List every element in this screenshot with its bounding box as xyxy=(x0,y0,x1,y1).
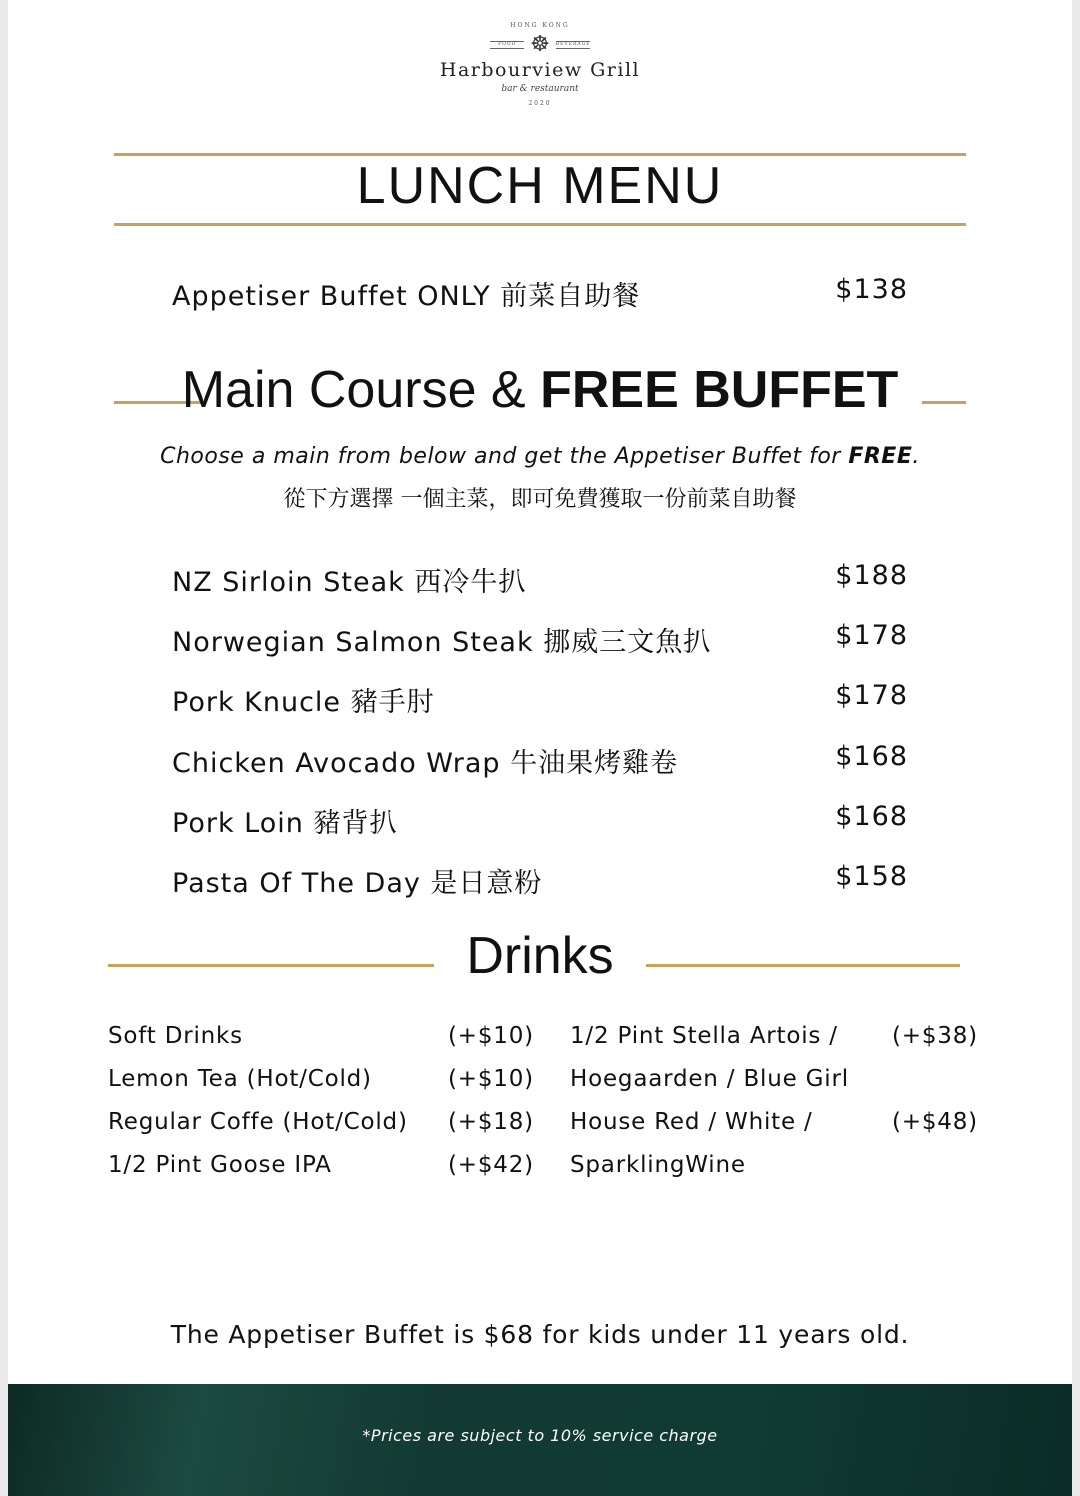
main-item-label: Pork Loin 豬背扒 xyxy=(172,808,398,839)
main-heading-right-rule xyxy=(922,401,966,404)
drink-label: House Red / White / xyxy=(570,1109,813,1135)
restaurant-logo xyxy=(8,22,1072,107)
main-item-row xyxy=(172,680,908,719)
drink-price: (+$38) xyxy=(892,1023,978,1049)
appetiser-row xyxy=(172,274,908,313)
drink-label: Lemon Tea (Hot/Cold) xyxy=(108,1066,372,1092)
main-item-label: Pork Knucle 豬手肘 xyxy=(172,687,435,718)
drinks-heading: Drinks xyxy=(466,927,614,985)
main-item-price: $188 xyxy=(835,560,908,591)
footer-banner xyxy=(8,1384,1072,1496)
appetiser-price: $138 xyxy=(835,274,908,305)
ship-wheel-icon: ☸ xyxy=(530,32,550,57)
main-item-price: $168 xyxy=(835,801,908,832)
drink-label: Hoegaarden / Blue Girl xyxy=(570,1066,849,1092)
title-bottom-rule xyxy=(114,223,966,226)
main-heading-bold: FREE BUFFET xyxy=(540,361,899,419)
logo-left-tag: FOOD xyxy=(490,41,524,49)
logo-emblem xyxy=(8,33,1072,57)
logo-right-tag: BEVERAGE xyxy=(555,42,591,47)
drink-price: (+$42) xyxy=(448,1152,534,1178)
menu-page xyxy=(8,0,1072,1496)
main-item-price: $178 xyxy=(835,620,908,651)
drink-label: 1/2 Pint Stella Artois / xyxy=(570,1023,838,1049)
service-charge-note: *Prices are subject to 10% service charge xyxy=(362,1426,718,1445)
main-item-label: NZ Sirloin Steak 西冷牛扒 xyxy=(172,567,527,598)
main-item-row xyxy=(172,620,908,659)
main-course-heading xyxy=(8,360,1072,420)
main-heading-regular: Main Course & xyxy=(181,361,541,419)
main-item-row xyxy=(172,741,908,780)
drink-label: SparklingWine xyxy=(570,1152,746,1178)
appetiser-label: Appetiser Buffet ONLY 前菜自助餐 xyxy=(172,281,641,312)
note-en-prefix: Choose a main from below and get the Appetiser Buffet for xyxy=(160,444,849,469)
menu-title: LUNCH MENU xyxy=(356,157,724,215)
kids-price-note: The Appetiser Buffet is $68 for kids under 11 years old. xyxy=(170,1320,910,1349)
restaurant-name: Harbourview Grill xyxy=(439,59,641,81)
restaurant-subtitle: bar & restaurant xyxy=(501,84,579,94)
drink-label: Soft Drinks xyxy=(108,1023,243,1049)
drink-label: Regular Coffe (Hot/Cold) xyxy=(108,1109,408,1135)
note-en-bold: FREE xyxy=(848,444,913,469)
logo-year: 2020 xyxy=(528,100,552,107)
drink-label: 1/2 Pint Goose IPA xyxy=(108,1152,332,1178)
main-item-label: Pasta Of The Day 是日意粉 xyxy=(172,868,543,899)
drink-price: (+$48) xyxy=(892,1109,978,1135)
drink-price: (+$18) xyxy=(448,1109,534,1135)
main-item-label: Chicken Avocado Wrap 牛油果烤雞卷 xyxy=(172,748,679,779)
main-item-price: $178 xyxy=(835,680,908,711)
drink-price: (+$10) xyxy=(448,1066,534,1092)
logo-region: HONG KONG xyxy=(510,22,570,29)
main-item-label: Norwegian Salmon Steak 挪威三文魚扒 xyxy=(172,627,712,658)
main-item-price: $158 xyxy=(835,861,908,892)
main-course-note-en xyxy=(8,444,1072,469)
note-en-suffix: . xyxy=(912,444,920,469)
main-item-row xyxy=(172,861,908,900)
drinks-right-rule xyxy=(646,964,960,967)
main-item-row xyxy=(172,560,908,599)
main-item-row xyxy=(172,801,908,840)
drink-price: (+$10) xyxy=(448,1023,534,1049)
main-item-price: $168 xyxy=(835,741,908,772)
main-course-note-zh: 從下方選擇 一個主菜，即可免費獲取一份前菜自助餐 xyxy=(283,487,797,512)
